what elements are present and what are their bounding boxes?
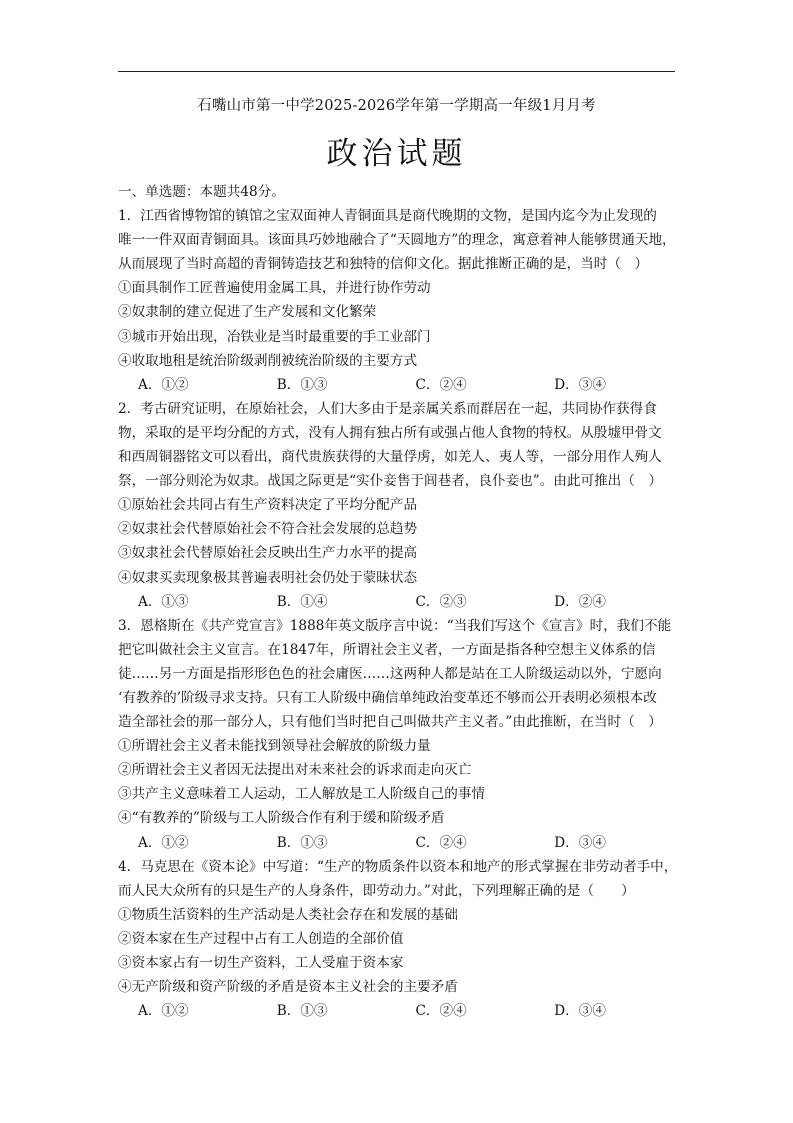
statement-item: ②奴隶制的建立促进了生产发展和文化繁荣 (118, 304, 377, 321)
question-stem-line: 4．马克思在《资本论》中写道：“生产的物质条件以资本和地产的形式掌握在非劳动者手中， (118, 858, 678, 875)
statement-item: ④收取地租是统治阶级剥削被统治阶级的主要方式 (118, 352, 418, 369)
statement-item: ②奴隶社会代替原始社会不符合社会发展的总趋势 (118, 521, 418, 538)
answer-option[interactable]: C．②④ (415, 834, 467, 851)
answer-option[interactable]: B．①③ (276, 834, 328, 851)
question-4 (118, 855, 693, 1024)
answer-option[interactable]: B．①③ (276, 376, 328, 393)
statement-item: ③共产主义意味着工人运动，工人解放是工人阶级自己的事情 (118, 786, 486, 803)
question-stem-line: ‘有教养的’阶级寻求支持。只有工人阶级中确信单纯政治变革还不够而公开表明必须根本改 (118, 689, 657, 706)
statement-item: ④“有教养的”阶级与工人阶级合作有利于缓和阶级矛盾 (118, 810, 445, 827)
statement-item: ①原始社会共同占有生产资料决定了平均分配产品 (118, 497, 418, 514)
answer-option[interactable]: A．①③ (138, 593, 189, 610)
question-list (118, 204, 693, 1023)
answer-option[interactable]: B．①③ (276, 1003, 328, 1020)
question-stem-line: 1．江西省博物馆的镇馆之宝双面神人青铜面具是商代晚期的文物，是国内迄今为止发现的 (118, 208, 657, 225)
question-stem-line: 而人民大众所有的只是生产的人身条件，即劳动力。”对此，下列理解正确的是（ ） (118, 882, 635, 899)
answer-option[interactable]: A．①② (138, 1003, 189, 1020)
section-heading: 一、单选题：本题共48分。 (118, 184, 285, 200)
answer-option[interactable]: A．①② (138, 376, 189, 393)
question-1 (118, 204, 693, 397)
header-rule (118, 71, 675, 72)
question-stem-line: 把它叫做社会主义宣言。在1847年，所谓社会主义者，一方面是指各种空想主义体系的信 (118, 641, 656, 658)
exam-content (118, 180, 693, 1023)
exam-title: 政治试题 (326, 136, 467, 172)
statement-item: ①面具制作工匠普遍使用金属工具，并进行协作劳动 (118, 280, 431, 297)
answer-option[interactable]: C．②④ (415, 1003, 467, 1020)
answer-option[interactable]: D．③④ (554, 834, 606, 851)
statement-item: ④奴隶买卖现象极其普遍表明社会仍处于蒙昧状态 (118, 569, 418, 586)
answer-option[interactable]: D．②④ (554, 593, 606, 610)
statement-item: ④无产阶级和资产阶级的矛盾是资本主义社会的主要矛盾 (118, 979, 458, 996)
answer-option[interactable]: B．①④ (276, 593, 328, 610)
answer-option[interactable]: C．②③ (415, 593, 467, 610)
statement-item: ③城市开始出现，冶铁业是当时最重要的手工业部门 (118, 328, 431, 345)
answer-option[interactable]: D．③④ (554, 376, 606, 393)
exam-school-line: 石嘴山市第一中学2025-2026学年第一学期高一年级1月月考 (197, 98, 596, 114)
question-stem-line: 祭，一部分则沦为奴隶。战国之际更是“实仆妾售于闾巷者，良仆妾也”。由此可推出（ ） (118, 473, 663, 490)
question-stem-line: 唯一一件双面青铜面具。该面具巧妙地融合了“天圆地方”的理念，寓意着神人能够贯通天地， (118, 232, 676, 249)
answer-options (118, 831, 693, 855)
statement-item: ②所谓社会主义者因无法提出对未来社会的诉求而走向灭亡 (118, 762, 472, 779)
question-stem-line: 造全部社会的那一部分人，只有他们当时把自己叫做共产主义者。”由此推断，在当时（ ） (118, 714, 662, 731)
question-stem-line: 2．考古研究证明，在原始社会，人们大多由于是亲属关系而群居在一起，共同协作获得食 (118, 400, 657, 417)
answer-options (118, 590, 693, 614)
statement-item: ①物质生活资料的生产活动是人类社会存在和发展的基础 (118, 906, 458, 923)
statement-item: ③资本家占有一切生产资料，工人受雇于资本家 (118, 955, 404, 971)
answer-options (118, 373, 693, 397)
statement-item: ③奴隶社会代替原始社会反映出生产力水平的提高 (118, 545, 418, 562)
question-3 (118, 614, 693, 855)
question-stem-line: 徒……另一方面是指形形色色的社会庸医……这两种人都是站在工人阶级运动以外，宁愿向 (118, 665, 662, 682)
question-stem-line: 物，采取的是平均分配的方式，没有人拥有独占所有或强占他人食物的特权。从殷墟甲骨文 (118, 424, 662, 441)
question-stem-line: 3．恩格斯在《共产党宣言》1888年英文版序言中说：“当我们写这个《宣言》时，我们不能 (118, 617, 672, 634)
question-stem-line: 从而展现了当时高超的青铜铸造技艺和独特的信仰文化。据此推断正确的是，当时（ ） (118, 256, 649, 273)
answer-option[interactable]: D．③④ (554, 1003, 606, 1020)
statement-item: ②资本家在生产过程中占有工人创造的全部价值 (118, 930, 404, 947)
statement-item: ①所谓社会主义者未能找到领导社会解放的阶级力量 (118, 738, 431, 755)
question-2 (118, 397, 693, 614)
answer-option[interactable]: C．②④ (415, 376, 467, 393)
question-stem-line: 和西周铜器铭文可以看出，商代贵族获得的大量俘虏，如羌人、夷人等，一部分用作人殉人 (118, 449, 662, 466)
answer-option[interactable]: A．①② (138, 834, 189, 851)
answer-options (118, 999, 693, 1023)
